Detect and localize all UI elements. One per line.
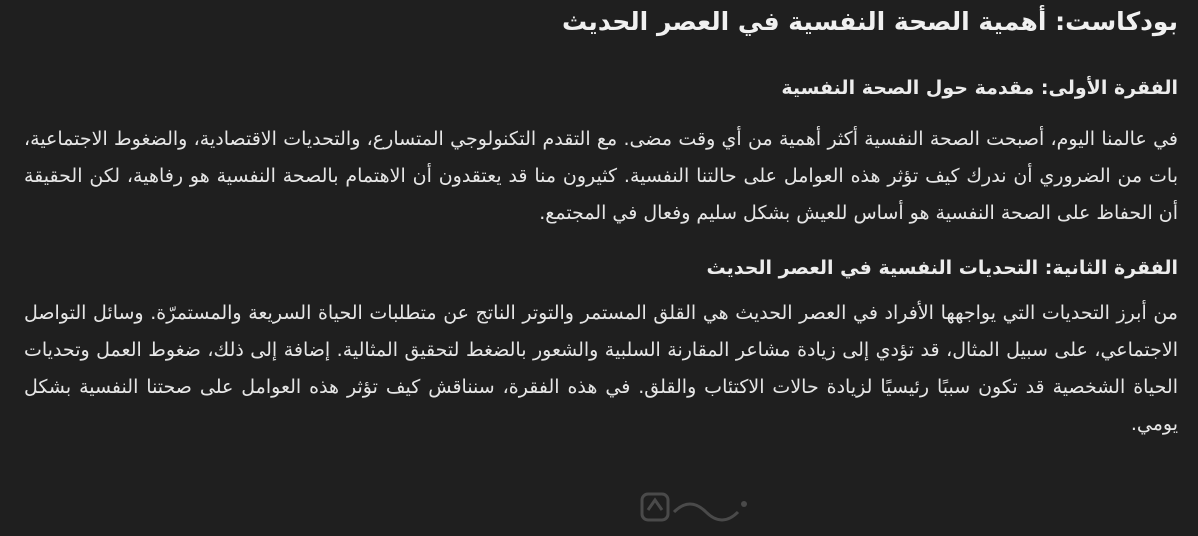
section-paragraph-2: من أبرز التحديات التي يواجهها الأفراد في العصر الحديث هي القلق المستمر والتوتر الناتج عن متطلبات الحياة السريعة والمستمرّة. وسائل التواصل الاجتماعي، على سبيل المثال، قد تؤدي إلى زيادة مشاعر المقارنة السلبية والشعور بالضغط لتحقيق المثالية. إضافة إلى ذلك، ضغوط العمل وتحديات الحياة الشخصية قد تكون سببًا رئيسيًا لزيادة حالات الاكتئاب والقلق. في هذه الفقرة، سنناقش كيف تؤثر هذه العوامل على صحتنا النفسية بشكل يومي. bbox=[24, 302, 1178, 435]
page-title: بودكاست: أهمية الصحة النفسية في العصر الحديث bbox=[561, 7, 1178, 36]
section-paragraph-1: في عالمنا اليوم، أصبحت الصحة النفسية أكثر أهمية من أي وقت مضى. مع التقدم التكنولوجي المتسارع، والتحديات الاقتصادية، والضغوط الاجتماعية، بات من الضروري أن ندرك كيف تؤثر هذه العوامل على حالتنا النفسية. كثيرون منا قد يعتقدون أن الاهتمام بالصحة النفسية هو رفاهية، لكن الحقيقة أن الحفاظ على الصحة النفسية هو أساس للعيش بشكل سليم وفعال في المجتمع. bbox=[24, 128, 1178, 224]
section-heading-2: الفقرة الثانية: التحديات النفسية في العصر الحديث bbox=[706, 257, 1178, 279]
section-heading-1: الفقرة الأولى: مقدمة حول الصحة النفسية bbox=[781, 77, 1178, 99]
